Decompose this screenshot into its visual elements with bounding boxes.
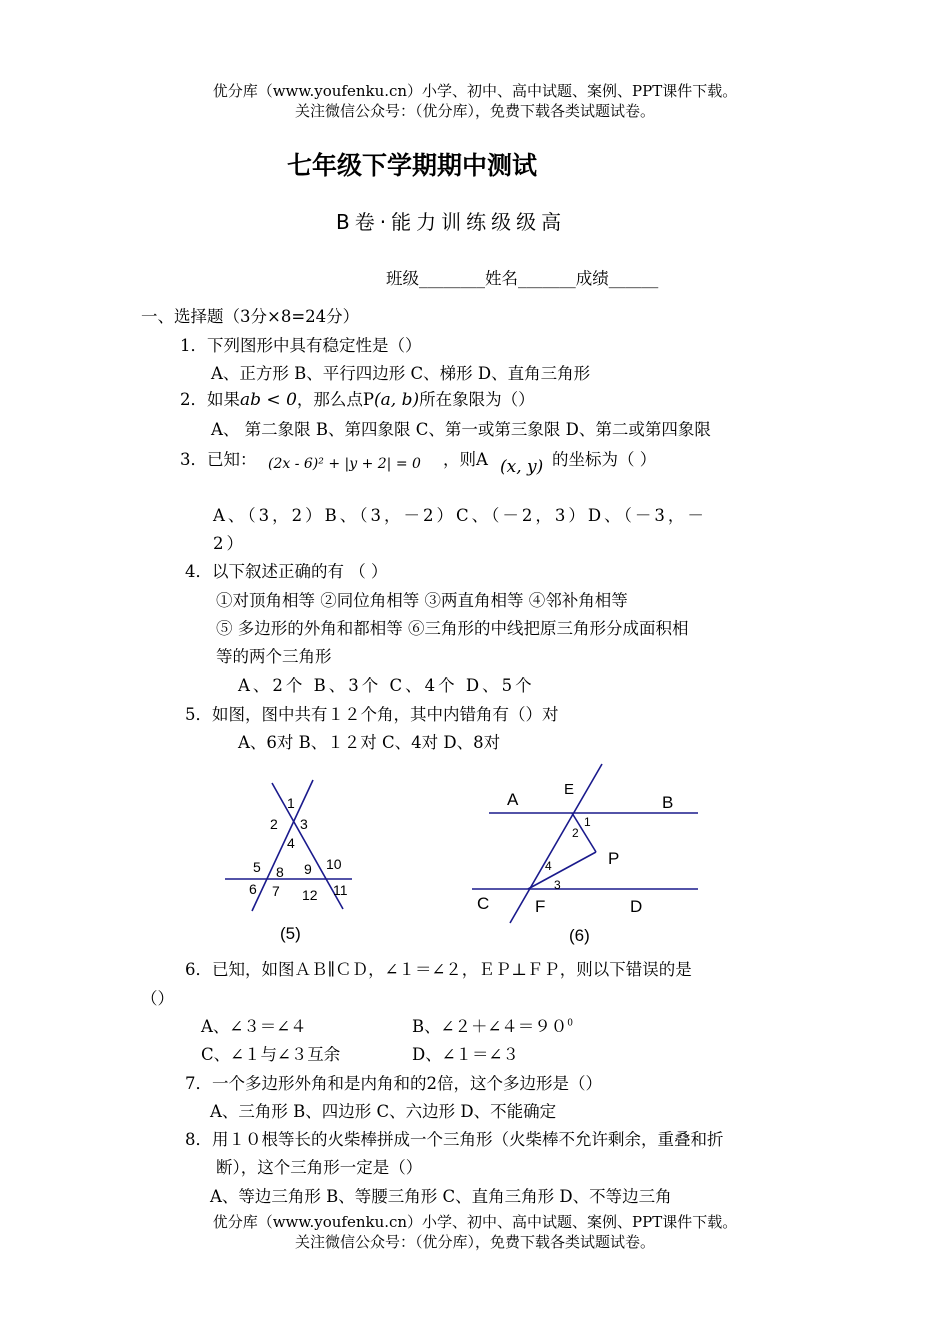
fig5-label-7: 7 (272, 883, 280, 899)
q6-option-b-degree: 0 (567, 1018, 574, 1029)
fig6-segment-FP (528, 852, 596, 889)
question-5-stem: 5．如图，图中共有１２个角，其中内错角有（）对 (185, 705, 559, 724)
fig5-label-6: 6 (249, 881, 257, 897)
question-6-option-d: D、∠１＝∠３ (412, 1045, 519, 1064)
fig5-label-8: 8 (276, 864, 284, 880)
section-heading: 一、选择题（3分×8=24分） (141, 307, 360, 326)
fig6-label-P: P (608, 849, 620, 868)
question-1-options: A、正方形 B、平行四边形 C、梯形 D、直角三角形 (211, 364, 591, 383)
q3-math-point: (x, y) (500, 457, 544, 477)
fig6-label-1: 1 (584, 815, 591, 829)
fig5-label-3: 3 (300, 816, 308, 832)
question-4-options: A、2个 B、3个 C、4个 D、5个 (238, 676, 535, 695)
question-3-options-1: A、（3，2）B、（3，－2）C、（－2，3）D、（－3，－ (213, 506, 707, 525)
fig6-caption: (6) (569, 926, 590, 945)
fig6-label-D: D (630, 897, 643, 916)
question-4-statements-2: ⑤ 多边形的外角和都相等 ⑥三角形的中线把原三角形分成面积相 (216, 619, 689, 638)
fig6-label-3: 3 (554, 878, 561, 892)
question-3-options-2: 2） (213, 534, 246, 553)
fig5-label-1: 1 (287, 795, 295, 811)
question-6-option-a: A、∠３＝∠４ (201, 1017, 307, 1036)
q3-text-b: ，则A (443, 450, 488, 469)
fig5-label-12: 12 (302, 887, 318, 903)
fig5-label-4: 4 (287, 835, 295, 851)
fig5-label-9: 9 (304, 861, 312, 877)
q3-text-c: 的坐标为（ ） (552, 450, 657, 469)
q2-math-point: (a, b) (374, 390, 420, 410)
fig6-label-B: B (662, 793, 674, 812)
fig6-line-EF (510, 764, 602, 923)
question-4-statements-3: 等的两个三角形 (216, 647, 332, 666)
question-8-options: A、等边三角形 B、等腰三角形 C、直角三角形 D、不等边三角 (210, 1187, 672, 1206)
page-title: 七年级下学期期中测试 (287, 151, 538, 180)
question-2-stem (180, 386, 535, 410)
page-subtitle: B卷·能力训练级级高 (336, 210, 567, 234)
q6-option-b-text: B、∠２＋∠４＝９０ (412, 1017, 568, 1036)
question-2-options: A、 第二象限 B、第四象限 C、第一或第三象限 D、第二或第四象限 (211, 420, 711, 439)
fig5-caption: (5) (280, 924, 301, 943)
fig5-label-2: 2 (270, 816, 278, 832)
fig5-label-10: 10 (326, 856, 342, 872)
question-6-stem-1: 6．已知，如图ＡＢ∥ＣＤ，∠１＝∠２，ＥＰ⊥ＦＰ，则以下错误的是 (185, 960, 692, 979)
fig6-label-F: F (535, 897, 546, 916)
footer-line-1: 优分库（www.youfenku.cn）小学、初中、高中试题、案例、PPT课件下载。 (212, 1213, 738, 1231)
fig6-label-E: E (564, 781, 575, 798)
fig6-label-A: A (507, 790, 519, 809)
q2-math-condition: ab < 0 (240, 390, 297, 410)
fig5-label-5: 5 (253, 859, 261, 875)
footer-line-2: 关注微信公众号：（优分库），免费下载各类试题试卷。 (294, 1233, 655, 1251)
fig5-label-11: 11 (333, 882, 348, 898)
figure-5-diagram (215, 775, 365, 950)
question-8-stem-2: 断），这个三角形一定是（） (216, 1158, 423, 1177)
question-6-option-c: C、∠１与∠３互余 (201, 1045, 341, 1064)
question-8-stem-1: 8．用１０根等长的火柴棒拼成一个三角形（火柴棒不允许剩余，重叠和折 (185, 1130, 724, 1149)
header-line-1: 优分库（www.youfenku.cn）小学、初中、高中试题、案例、PPT课件下载。 (212, 82, 738, 100)
question-6-stem-2: （） (141, 989, 174, 1008)
q2-text-a: 2．如果 (180, 390, 240, 409)
question-1-stem: 1．下列图形中具有稳定性是（） (180, 336, 422, 355)
q3-math-equation: (2x - 6)² + |y + 2| = 0 (268, 456, 421, 472)
question-4-statements-1: ①对顶角相等 ②同位角相等 ③两直角相等 ④邻补角相等 (216, 591, 628, 610)
question-5-options: A、6对 B、１２对 C、4对 D、8对 (238, 733, 501, 752)
fig6-label-C: C (477, 894, 490, 913)
question-7-stem: 7．一个多边形外角和是内角和的2倍，这个多边形是（） (185, 1074, 602, 1093)
question-3-label: 3．已知： (180, 450, 257, 469)
q2-text-b: ，那么点P (296, 390, 374, 409)
question-7-options: A、三角形 B、四边形 C、六边形 D、不能确定 (210, 1102, 557, 1121)
student-info-line: 班级________姓名_______成绩______ (386, 269, 659, 288)
question-6-option-b (412, 1013, 573, 1037)
question-4-stem: 4．以下叙述正确的有 （ ） (185, 562, 388, 581)
fig6-label-4: 4 (545, 859, 552, 873)
figure-6-diagram (465, 760, 710, 950)
header-line-2: 关注微信公众号：（优分库），免费下载各类试题试卷。 (294, 102, 655, 120)
fig6-label-2: 2 (572, 826, 579, 840)
q2-text-c: 所在象限为（） (419, 390, 535, 409)
